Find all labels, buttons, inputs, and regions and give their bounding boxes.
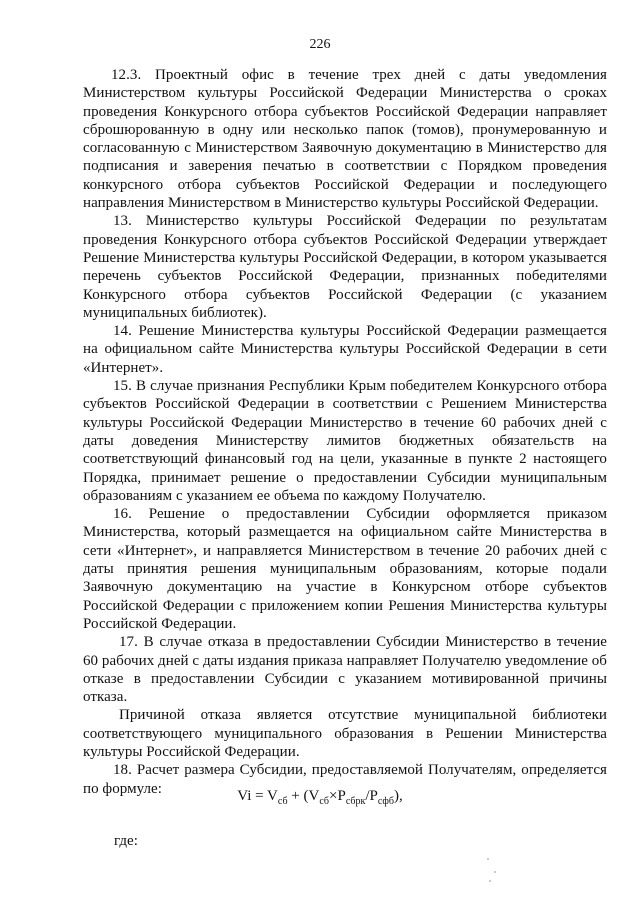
formula-sub-1: сб bbox=[277, 796, 288, 807]
formula-sub-2: сб bbox=[319, 796, 329, 807]
subsidy-formula bbox=[0, 787, 640, 811]
formula-sub-3: сбрк bbox=[345, 796, 366, 807]
page-number: 226 bbox=[309, 37, 331, 52]
scan-speck bbox=[494, 871, 496, 873]
where-label: где: bbox=[114, 833, 138, 849]
formula-slash: /P bbox=[365, 788, 378, 804]
paragraph-15: 15. В случае признания Республики Крым победителем Конкурсного отбора субъектов Российской Федерации в соответствии с Решением Министерства культуры Российской Федерации Министерство в течение 60 рабочих дней с даты доведения Министерству лимитов бюджетных обязательств на соответствующий финансовый год на цели, указанные в пункте 2 настоящего Порядка, принимает решение о предоставлении Субсидии муниципальным образованиям с указанием ее объема по каждому Получателю. bbox=[83, 378, 607, 504]
formula-sub-4: сфб bbox=[377, 796, 394, 807]
paragraph-17: 17. В случае отказа в предоставлении Субсидии Министерство в течение 60 рабочих дней с даты издания приказа направляет Получателю уведомление об отказе в предоставлении Субсидии с указанием мотивированной причины отказа. bbox=[83, 634, 607, 706]
formula-lhs: Vi = V bbox=[237, 788, 278, 804]
formula-end: ), bbox=[393, 788, 403, 804]
formula-times: ×P bbox=[329, 788, 346, 804]
paragraph-12-3: 12.3. Проектный офис в течение трех дней с даты уведомления Министерством культуры Российской Федерации Министерства о сроках проведения Конкурсного отбора субъектов Российской Федерации направляет сброшюрованную в одну или несколько папок (томов), пронумерованную и согласованную с Министерством Заявочную документацию в Министерство для подписания и заверения печатью в соответствии с Порядком проведения конкурсного отбора субъектов Российской Федерации и последующего направления Министерством в Министерство культуры Российской Федерации. bbox=[83, 67, 607, 212]
paragraph-14: 14. Решение Министерства культуры Российской Федерации размещается на официальном сайте Министерства культуры Российской Федерации в сети «Интернет». bbox=[83, 323, 607, 376]
scan-speck bbox=[489, 880, 491, 882]
paragraph-13: 13. Министерство культуры Российской Федерации по результатам проведения Конкурсного отбора субъектов Российской Федерации утверждает Решение Министерства культуры Российской Федерации, в котором указывается перечень субъектов Российской Федерации, признанных победителями Конкурсного отбора субъектов Российской Федерации (с указанием муниципальных библиотек). bbox=[83, 213, 607, 321]
paragraph-16: 16. Решение о предоставлении Субсидии оформляется приказом Министерства, который размещается на официальном сайте Министерства в сети «Интернет», и направляется Министерством в течение 20 рабочих дней с даты принятия решения муниципальным образованиям, которые подали Заявочную документацию на участие в Конкурсном отборе субъектов Российской Федерации с приложением копии Решения Министерства культуры Российской Федерации. bbox=[83, 506, 607, 632]
formula-mid: + (V bbox=[287, 788, 320, 804]
document-body bbox=[83, 66, 607, 798]
paragraph-18: 18. Расчет размера Субсидии, предоставляемой Получателям, определяется по формуле: bbox=[83, 762, 607, 797]
scan-speck bbox=[487, 858, 489, 860]
paragraph-refusal-reason: Причиной отказа является отсутствие муниципальной библиотеки соответствующего муниципального образования в Решении Министерства культуры Российской Федерации. bbox=[83, 707, 607, 760]
